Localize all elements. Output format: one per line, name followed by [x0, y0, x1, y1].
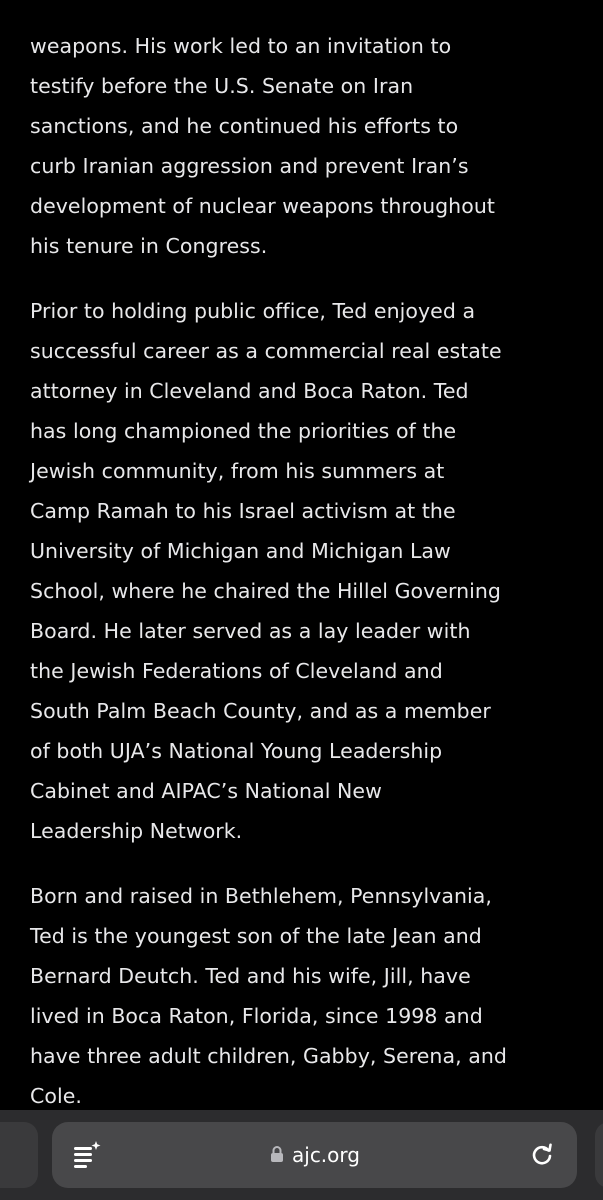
- text-line: testify before the U.S. Senate on Iran: [30, 74, 414, 98]
- text-line: Cabinet and AIPAC’s National New: [30, 779, 382, 803]
- next-tab-preview[interactable]: [595, 1122, 603, 1188]
- text-line: have three adult children, Gabby, Serena, and: [30, 1044, 507, 1068]
- paragraph-gap: [30, 266, 573, 291]
- text-line: South Palm Beach County, and as a member: [30, 699, 491, 723]
- text-line: attorney in Cleveland and Boca Raton. Ted: [30, 379, 469, 403]
- text-line: successful career as a commercial real estate: [30, 339, 502, 363]
- text-line: Leadership Network.: [30, 819, 243, 843]
- text-line: has long championed the priorities of the: [30, 419, 457, 443]
- text-line: his tenure in Congress.: [30, 234, 268, 258]
- text-line: of both UJA’s National Young Leadership: [30, 739, 443, 763]
- text-line: Cole.: [30, 1084, 82, 1108]
- browser-bottom-bar: [0, 1110, 603, 1200]
- text-line: weapons. His work led to an invitation to: [30, 34, 452, 58]
- text-line: development of nuclear weapons throughout: [30, 194, 495, 218]
- reload-icon[interactable]: [527, 1140, 557, 1170]
- text-line: sanctions, and he continued his efforts to: [30, 114, 459, 138]
- text-line: Born and raised in Bethlehem, Pennsylvania,: [30, 884, 492, 908]
- text-line: School, where he chaired the Hillel Governing: [30, 579, 501, 603]
- article-paragraph-2: [30, 291, 573, 851]
- text-line: Ted is the youngest son of the late Jean and: [30, 924, 482, 948]
- text-line: Camp Ramah to his Israel activism at the: [30, 499, 456, 523]
- text-line: Jewish community, from his summers at: [30, 459, 445, 483]
- url-text[interactable]: ajc.org: [292, 1143, 360, 1167]
- article-paragraph-1: [30, 26, 573, 266]
- lock-icon: [270, 1145, 284, 1163]
- text-line: University of Michigan and Michigan Law: [30, 539, 451, 563]
- address-bar[interactable]: [52, 1122, 577, 1188]
- paragraph-gap: [30, 851, 573, 876]
- previous-tab-preview[interactable]: [0, 1122, 38, 1188]
- text-line: curb Iranian aggression and prevent Iran’s: [30, 154, 469, 178]
- text-line: lived in Boca Raton, Florida, since 1998 and: [30, 1004, 483, 1028]
- reader-mode-icon[interactable]: [72, 1140, 102, 1170]
- article-paragraph-3: [30, 876, 573, 1110]
- text-line: Bernard Deutch. Ted and his wife, Jill, have: [30, 964, 471, 988]
- text-line: Board. He later served as a lay leader with: [30, 619, 471, 643]
- text-line: the Jewish Federations of Cleveland and: [30, 659, 443, 683]
- text-line: Prior to holding public office, Ted enjoyed a: [30, 299, 476, 323]
